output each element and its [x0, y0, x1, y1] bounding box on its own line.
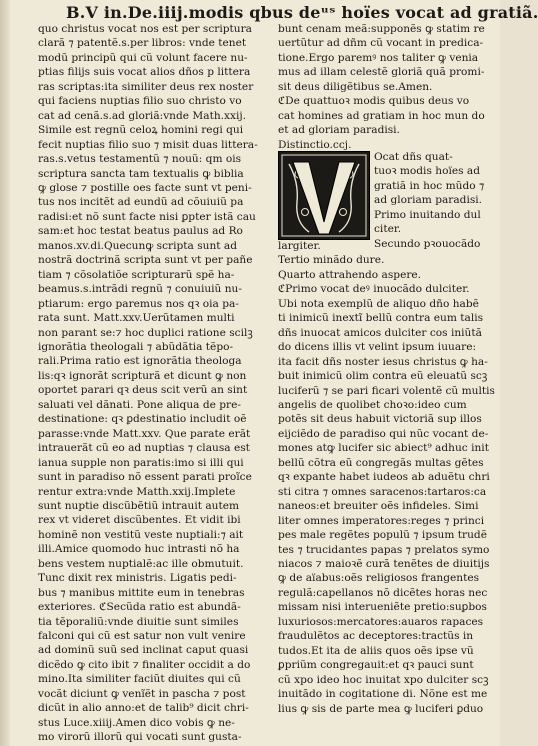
- text-line: beamus.s.intrãdi regnũ ⁊ conuiuiũ nu-: [38, 283, 242, 296]
- text-line: inuitãdo in cogitatione di. Nõne est me: [278, 688, 488, 701]
- text-line: ptias filijs suis vocat alios dños p littera: [38, 66, 251, 79]
- text-line: do dicens illis vt velint ipsum iuuare:: [278, 341, 477, 354]
- text-line: sam:et hoc testat beatus paulus ad Ro: [38, 225, 243, 238]
- text-line: lis:qꝛ ignorãt scripturã et dicunt ꝙ non: [38, 369, 247, 382]
- text-line: gratiã in hoc mũdo ⁊: [374, 179, 485, 192]
- text-line: liter omnes imperatores:reges ⁊ princi: [278, 514, 485, 527]
- text-line: tione.Ergo paremꝰ nos taliter ꝙ venia: [278, 51, 479, 64]
- text-line: ℭPrimo vocat deꝰ inuocãdo dulciter.: [278, 283, 470, 296]
- text-line: niacos ⁊ maioꝛẽ curã tenẽtes de diuitijs: [278, 557, 490, 570]
- text-line: largiter.: [278, 240, 321, 252]
- text-line: ita facit dñs noster iesus christus ꝙ ha-: [278, 355, 488, 368]
- text-line: falconi qui cũ est satur non vult venire: [38, 630, 246, 643]
- text-line: clarã ⁊ patentẽ.s.per libros: vnde tenet: [38, 37, 247, 50]
- text-line: missam nisi interueniẽte pretio:suꝑbos: [278, 601, 487, 614]
- text-line: stus Luce.xiiij.Amen dico vobis ꝙ ne-: [38, 716, 235, 729]
- running-header: B.V in.De.iiij.modis qbus deᵘˢ hoïes vocat ad gratiã.: [66, 3, 538, 22]
- text-line: ti inimicũ inextĩ bellũ contra eum talis: [278, 312, 484, 325]
- text-line: ad gloriam paradisi.: [374, 194, 483, 207]
- text-line: bens vestem nuptialẽ:ac ille obmutuit.: [38, 557, 244, 570]
- text-line: ignorãtia theologali ⁊ abũdãtia tẽpo-: [38, 340, 234, 353]
- text-line: radisi:et nõ sunt facte nisi ꝑpter istã cau: [38, 210, 256, 223]
- text-line: sti citra ⁊ omnes saracenos:tartaros:ca: [278, 485, 487, 498]
- text-line: uertũtur ad dñm cũ vocant in predica-: [278, 37, 484, 50]
- text-line: cat homines ad gratiam in hoc mun do: [278, 109, 485, 122]
- text-line: pes male regẽtes populũ ⁊ ipsum trudẽ: [278, 529, 487, 542]
- text-line: rata sunt. Matt.xxv.Uerũtamen multi: [38, 312, 235, 325]
- text-line: Tunc dixit rex ministris. Ligatis pedi-: [38, 572, 237, 585]
- text-line: potẽs sit deus habuit victoriã sup illos: [278, 413, 482, 426]
- text-line: oportet parari qꝛ deus scit verũ an sint: [38, 384, 248, 397]
- text-line: destinatione: qꝛ ꝑdestinatio includit oẽ: [38, 413, 247, 426]
- text-line: tuoꝛ modis hoïes ad: [374, 165, 481, 178]
- text-line: saluati vel dãnati. Pone aliqua de pre-: [38, 398, 241, 411]
- text-line: Distinctio.ccj.: [278, 138, 352, 151]
- text-line: ℭDe quattuoꝛ modis quibus deus vo: [278, 95, 470, 108]
- text-line: cat ad cenã.s.ad gloriã:vnde Math.xxij.: [38, 109, 247, 122]
- text-line: hominẽ non vestitũ veste nuptiali:⁊ ait: [38, 528, 244, 541]
- text-line: dicũt in alio anno:et de talib⁹ dicit chri-: [38, 702, 249, 715]
- text-line: ad dominũ suũ sed inclinat caput quasi: [38, 644, 249, 657]
- right-column-bottom: [278, 239, 495, 716]
- text-line: eijciẽdo de paradiso qui nũc vocant de-: [278, 427, 489, 440]
- text-line: tus nos incitẽt ad eundũ ad cõuiuiũ pa: [38, 196, 244, 209]
- text-line: intrauerãt cũ eo ad nuptias ⁊ clausa est: [38, 442, 250, 455]
- text-line: sunt in paradiso nõ essent parati proĩce: [38, 471, 252, 484]
- text-line: vocãt diciunt ꝙ venĩẽt in pascha ⁊ post: [38, 687, 246, 700]
- text-line: mus ad illam celestẽ gloriã quã promi-: [278, 66, 485, 79]
- text-line: fecit nuptias filio suo ⁊ misit duas littera-: [38, 138, 258, 151]
- text-line: regulã:capellanos nõ dicẽtes horas nec: [278, 586, 488, 599]
- text-line: citer.: [374, 223, 402, 236]
- text-line: ꝑpriũm congregauit:et qꝛ pauci sunt: [278, 659, 474, 672]
- text-line: Primo inuitando dul: [374, 208, 481, 221]
- text-line: Quarto attrahendo aspere.: [278, 268, 422, 281]
- text-line: tiam ⁊ cõsolatiõe scripturarũ spẽ ha-: [38, 268, 235, 281]
- text-line: buit inimicũ olim contra eũ eleuatũ scꝫ: [278, 370, 488, 383]
- page-gutter-shadow: [0, 0, 10, 746]
- text-line: rex vt videret discũbentes. Et vidit ibi: [38, 514, 241, 527]
- text-line: rali.Prima ratio est ignorãtia theologa: [38, 355, 242, 368]
- text-line: ianua supple non paratis:imo si illi qui: [38, 456, 244, 469]
- text-line: ras scriptas:ita similiter deus rex noster: [38, 80, 254, 93]
- text-line: manos.xv.di.Quecunꝙ scripta sunt ad: [38, 239, 237, 252]
- left-column: [38, 22, 268, 745]
- text-line: cũ xpo ideo hoc inuitat xpo dulciter scꝫ: [278, 673, 489, 686]
- text-line: mo virorũ illorũ qui vocati sunt gusta-: [38, 731, 242, 744]
- text-line: ꝙ glose ⁊ postille oes facte sunt vt peni-: [38, 181, 252, 194]
- decorated-initial-v: [278, 151, 370, 240]
- text-line: exteriores. ℭSecũda ratio est abundã-: [38, 601, 241, 614]
- text-line: parasse:vnde Matt.xxv. Que parate erãt: [38, 427, 251, 440]
- text-line: qui faciens nuptias filio suo christo vo: [38, 95, 242, 108]
- text-line: angelis de quolibet choꝛo:ideo cum: [278, 398, 467, 411]
- text-line: Simile est regnũ celoꝝ homini regi qui: [38, 124, 244, 137]
- text-line: ras.s.vetus testamentũ ⁊ nouũ: qm ois: [38, 153, 242, 166]
- right-column-beside-initial: [374, 150, 490, 251]
- text-line: naneos:et breuiter oẽs infideles. Simi: [278, 500, 479, 513]
- text-line: Secundo pꝛouocãdo: [374, 237, 481, 250]
- text-line: rentur extra:vnde Matth.xxij.Implete: [38, 485, 236, 498]
- text-line: fraudulẽtos ac deceptores:tractũs in: [278, 630, 474, 643]
- text-line: quo christus vocat nos est per scriptura: [38, 23, 252, 35]
- text-line: illi.Amice quomodo huc intrasti nõ ha: [38, 543, 240, 556]
- text-line: nostrã doctrinã scripta sunt vt per pañe: [38, 254, 253, 267]
- text-line: qꝛ expante habet iudeos ab aduẽtu chri: [278, 471, 490, 484]
- text-line: bus ⁊ manibus mittite eum in tenebras: [38, 586, 245, 599]
- text-line: bellũ cõtra eũ congregãs multas gẽtes: [278, 456, 484, 469]
- text-line: mones atꝙ lucifer sic abiect⁹ adhuc init: [278, 442, 489, 455]
- text-line: sunt nuptie discũbẽtiũ intrauit autem: [38, 499, 240, 512]
- text-line: Ocat dñs quat-: [374, 151, 453, 163]
- text-line: ꝙ de aïabus:oẽs religiosos frangentes: [278, 572, 480, 585]
- right-column-top: [278, 22, 490, 152]
- floral-initial-icon: [279, 152, 369, 239]
- text-line: luxuriosos:mercatores:auaros rapaces: [278, 615, 484, 628]
- text-line: Ubi nota exemplũ de aliquo dño habẽ: [278, 297, 479, 310]
- text-line: tes ⁊ trucidantes papas ⁊ prelatos symo: [278, 543, 490, 556]
- text-line: ptiarum: ergo paremus nos qꝛ oia pa-: [38, 297, 239, 310]
- text-line: sit deus diligẽtibus se.Amen.: [278, 80, 433, 93]
- text-line: mino.Ita similiter faciũt diuites qui cũ: [38, 673, 241, 686]
- text-line: lius ꝙ sis de parte mea ꝙ luciferi ꝑduo: [278, 702, 484, 715]
- text-line: non parant se:⁊ hoc duplici ratione scilꝫ: [38, 326, 253, 339]
- text-line: luciferũ ⁊ se pari ficari volentẽ cũ multis: [278, 384, 495, 397]
- text-line: modũ principũ qui cũ volunt facere nu-: [38, 51, 248, 64]
- text-line: Tertio minãdo dure.: [278, 254, 385, 267]
- text-line: scriptura sancta tam textualis ꝙ biblia: [38, 167, 244, 180]
- text-line: tudos.Et ita de aliis quos oẽs ipse vũ: [278, 644, 474, 657]
- text-line: et ad gloriam paradisi.: [278, 124, 400, 137]
- text-line: dñs inuocat amicos dulciter cos iniũtã: [278, 326, 482, 339]
- text-line: dicẽdo ꝙ cito ibit ⁊ finaliter occidit a do: [38, 658, 251, 671]
- text-line: bunt cenam meã:supponẽs ꝙ statim re: [278, 23, 485, 35]
- text-line: tia tẽporaliũ:vnde diuitie sunt similes: [38, 615, 239, 628]
